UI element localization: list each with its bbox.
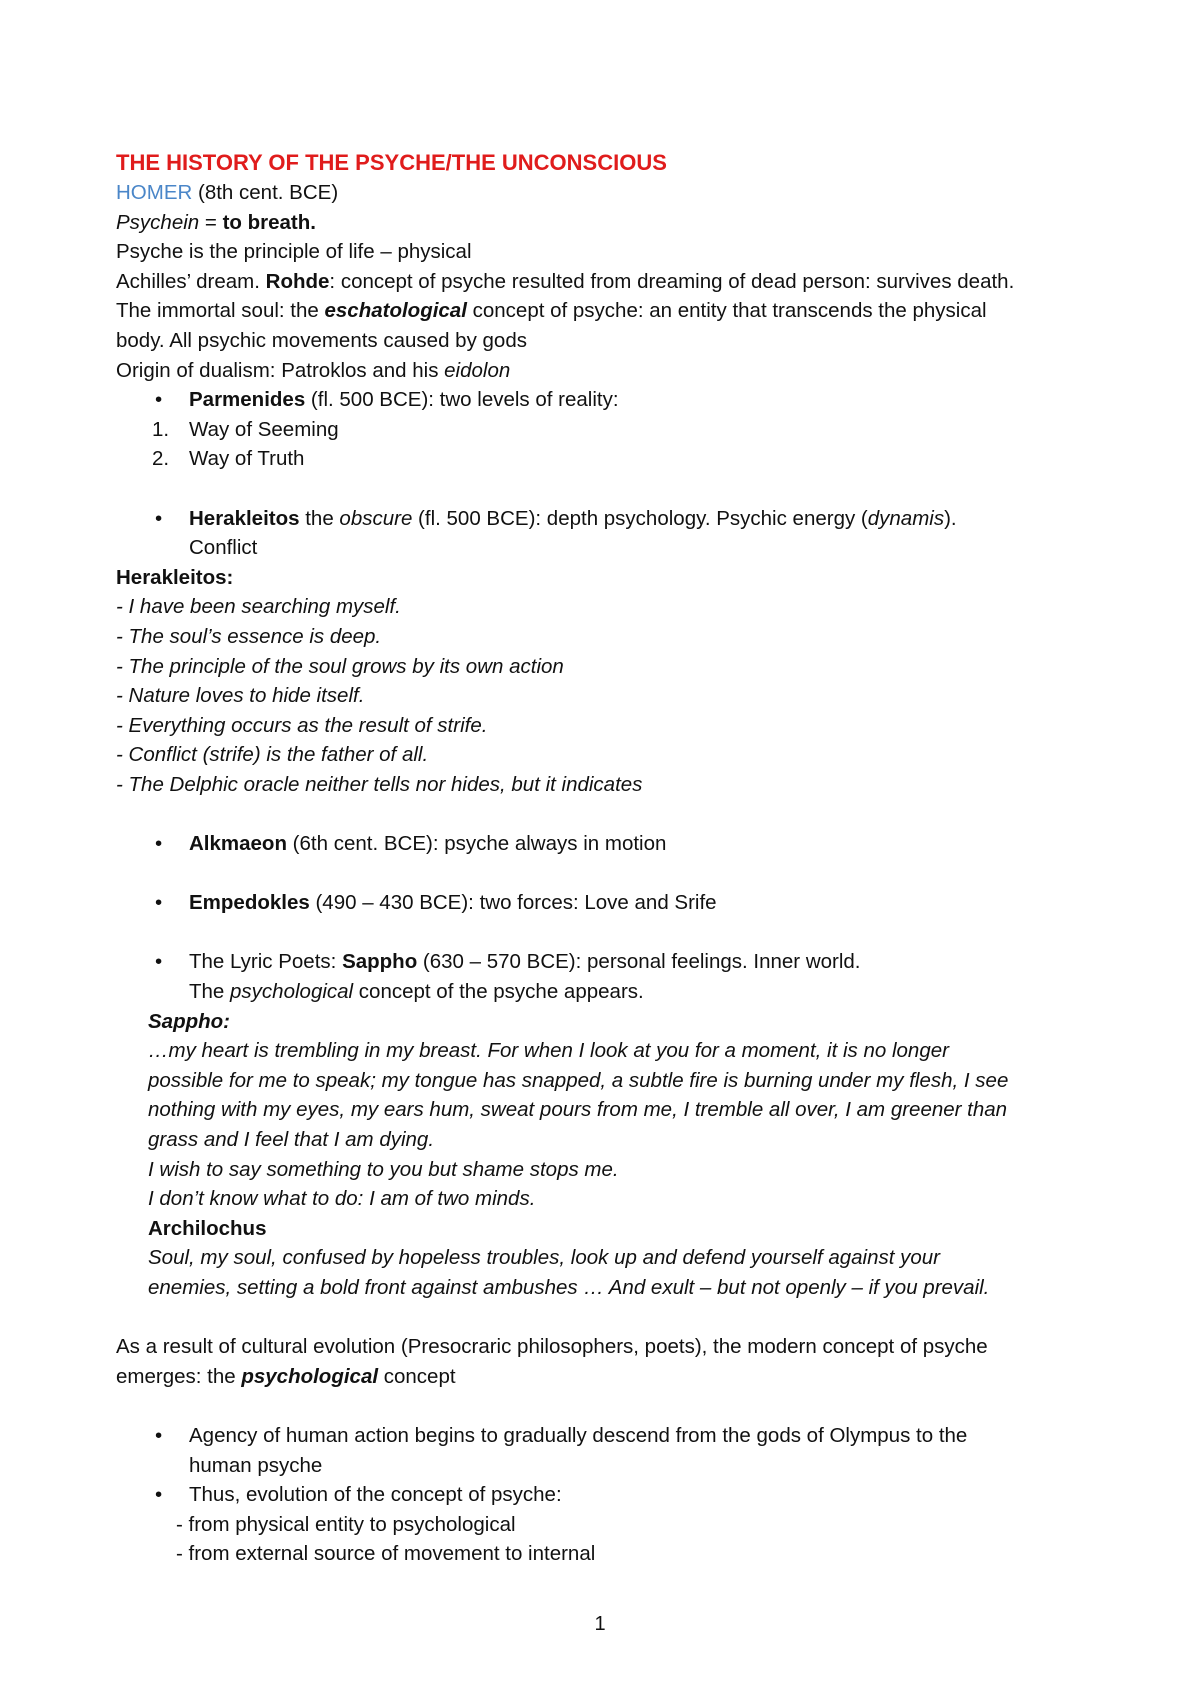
lyric-text: The Lyric Poets: bbox=[189, 950, 343, 974]
physical-line: Psyche is the principle of life – physical bbox=[116, 240, 472, 264]
bullet: • bbox=[155, 832, 163, 856]
sappho-quote-line bbox=[116, 1095, 1116, 1125]
quote-text: - Nature loves to hide itself. bbox=[116, 684, 365, 708]
quote-text: - The principle of the soul grows by its own action bbox=[116, 654, 564, 678]
text-span: concept bbox=[378, 1364, 456, 1388]
psychein-term: Psychein bbox=[116, 210, 200, 234]
way-text: Way of Seeming bbox=[189, 417, 339, 441]
quote-text: grass and I feel that I am dying. bbox=[148, 1128, 435, 1151]
sappho-name: Sappho bbox=[342, 950, 418, 974]
quote-line bbox=[116, 592, 1116, 622]
homer-date: (8th cent. BCE) bbox=[192, 181, 339, 204]
lyric-rest: (630 – 570 BCE): personal feelings. Inner world. bbox=[417, 950, 861, 974]
immortal-rest: concept of psyche: an entity that transcends the physical bbox=[466, 299, 987, 323]
immortal-text: The immortal soul: the bbox=[116, 299, 325, 323]
text-span: the bbox=[299, 506, 340, 530]
quote-text: - The Delphic oracle neither tells nor hides, but it indicates bbox=[116, 772, 643, 796]
dualism-text: Origin of dualism: Patroklos and his bbox=[116, 358, 445, 382]
text-span: (fl. 500 BCE): depth psychology. Psychic energy ( bbox=[412, 506, 868, 530]
psychological-term: psychological bbox=[241, 1364, 379, 1388]
empedokles-rest: (490 – 430 BCE): two forces: Love and Srife bbox=[309, 891, 717, 915]
parmenides-rest: (fl. 500 BCE): two levels of reality: bbox=[305, 388, 619, 412]
herakleitos-heading-text: Herakleitos: bbox=[116, 565, 234, 589]
quote-text: …my heart is trembling in my breast. For when I look at you for a moment, it is no longer bbox=[148, 1039, 949, 1063]
list-number: 2. bbox=[152, 447, 170, 471]
lyric-item-cont bbox=[116, 977, 1116, 1007]
way-item bbox=[116, 415, 1116, 445]
psychein-eq: = bbox=[199, 210, 223, 234]
text-span: emerges: the bbox=[116, 1364, 242, 1388]
quote-line bbox=[116, 652, 1116, 682]
way-item bbox=[116, 444, 1116, 474]
quote-text: I don’t know what to do: I am of two minds. bbox=[148, 1187, 536, 1211]
quote-text: - Conflict (strife) is the father of all. bbox=[116, 743, 429, 767]
sappho-quote-line bbox=[116, 1125, 1116, 1155]
thus-text: Thus, evolution of the concept of psyche: bbox=[189, 1483, 562, 1507]
body-line: body. All psychic movements caused by gods bbox=[116, 328, 527, 352]
obscure-term: obscure bbox=[339, 506, 413, 530]
psychein-line bbox=[116, 208, 1116, 238]
sappho-heading bbox=[116, 1007, 1116, 1037]
text-span: concept of the psyche appears. bbox=[353, 980, 644, 1004]
homer-line bbox=[116, 178, 1116, 208]
immortal-line bbox=[116, 296, 1116, 326]
empedokles-name: Empedokles bbox=[189, 891, 310, 915]
alkmaeon-name: Alkmaeon bbox=[189, 832, 287, 856]
homer-heading: HOMER bbox=[116, 181, 193, 204]
evolution-line: - from external source of movement to internal bbox=[176, 1542, 596, 1566]
herakleitos-item bbox=[116, 504, 1116, 534]
agency-item bbox=[116, 1421, 1116, 1451]
quote-text: Soul, my soul, confused by hopeless troubles, look up and defend yourself against your bbox=[148, 1246, 941, 1270]
quote-text: - The soul’s essence is deep. bbox=[116, 624, 382, 648]
quote-text: possible for me to speak; my tongue has snapped, a subtle fire is burning under my flesh, I see bbox=[148, 1068, 1009, 1092]
sappho-quote-line bbox=[116, 1184, 1116, 1214]
herakleitos-name: Herakleitos bbox=[189, 506, 300, 530]
result-line-2 bbox=[116, 1362, 1116, 1392]
bullet: • bbox=[155, 1483, 163, 1507]
quote-line bbox=[116, 770, 1116, 800]
dualism-line bbox=[116, 356, 1116, 386]
archilochus-heading-text: Archilochus bbox=[148, 1216, 267, 1240]
archilochus-quote-line bbox=[116, 1243, 1116, 1273]
sappho-quote-line bbox=[116, 1155, 1116, 1185]
quote-line bbox=[116, 681, 1116, 711]
quote-text: nothing with my eyes, my ears hum, sweat pours from me, I tremble all over, I am greener than bbox=[148, 1098, 1008, 1122]
herakleitos-heading bbox=[116, 563, 1116, 593]
way-text: Way of Truth bbox=[189, 447, 305, 471]
bullet: • bbox=[155, 388, 163, 412]
alkmaeon-rest: (6th cent. BCE): psyche always in motion bbox=[286, 832, 667, 856]
list-number: 1. bbox=[152, 417, 170, 441]
empedokles-item bbox=[116, 888, 1116, 918]
quote-text: I wish to say something to you but shame stops me. bbox=[148, 1157, 619, 1181]
rohde-name: Rohde bbox=[265, 269, 330, 293]
sappho-heading-text: Sappho: bbox=[148, 1009, 230, 1033]
eschatological-term: eschatological bbox=[324, 299, 467, 323]
document-body bbox=[116, 148, 1116, 1569]
sappho-quote-line bbox=[116, 1066, 1116, 1096]
bullet: • bbox=[155, 1423, 163, 1447]
bullet: • bbox=[155, 506, 163, 530]
evolution-line: - from physical entity to psychological bbox=[176, 1512, 516, 1536]
document-title: THE HISTORY OF THE PSYCHE/THE UNCONSCIOUS bbox=[116, 150, 667, 175]
quote-line bbox=[116, 622, 1116, 652]
achilles-text: Achilles’ dream. bbox=[116, 269, 266, 293]
dynamis-term: dynamis bbox=[867, 506, 945, 530]
text-span: ). bbox=[944, 506, 957, 530]
achilles-rest: : concept of psyche resulted from dreaming of dead person: survives death. bbox=[329, 269, 1015, 293]
quote-line bbox=[116, 740, 1116, 770]
archilochus-quote-line bbox=[116, 1273, 1116, 1303]
psychein-definition: to breath. bbox=[222, 210, 316, 234]
sappho-quote-line bbox=[116, 1036, 1116, 1066]
archilochus-heading bbox=[116, 1214, 1116, 1244]
agency-text: Agency of human action begins to gradually descend from the gods of Olympus to the bbox=[189, 1423, 968, 1447]
bullet: • bbox=[155, 950, 163, 974]
psychological-term: psychological bbox=[230, 980, 354, 1004]
achilles-line bbox=[116, 267, 1116, 297]
quote-text: enemies, setting a bold front against ambushes … And exult – but not openly – if you prevail. bbox=[148, 1275, 990, 1299]
page-number: 1 bbox=[594, 1613, 606, 1635]
result-line: As a result of cultural evolution (Presocraric philosophers, poets), the modern concept of psyche bbox=[116, 1335, 988, 1359]
parmenides-item bbox=[116, 385, 1116, 415]
quote-text: - Everything occurs as the result of strife. bbox=[116, 713, 488, 737]
bullet: • bbox=[155, 891, 163, 915]
parmenides-name: Parmenides bbox=[189, 388, 306, 412]
herakleitos-item-cont: Conflict bbox=[189, 536, 258, 560]
alkmaeon-item bbox=[116, 829, 1116, 859]
agency-item-cont: human psyche bbox=[189, 1453, 323, 1477]
quote-line bbox=[116, 711, 1116, 741]
lyric-item bbox=[116, 947, 1116, 977]
eidolon-term: eidolon bbox=[444, 358, 511, 382]
quote-text: - I have been searching myself. bbox=[116, 595, 401, 619]
text-span: The bbox=[189, 980, 231, 1004]
thus-item bbox=[116, 1480, 1116, 1510]
